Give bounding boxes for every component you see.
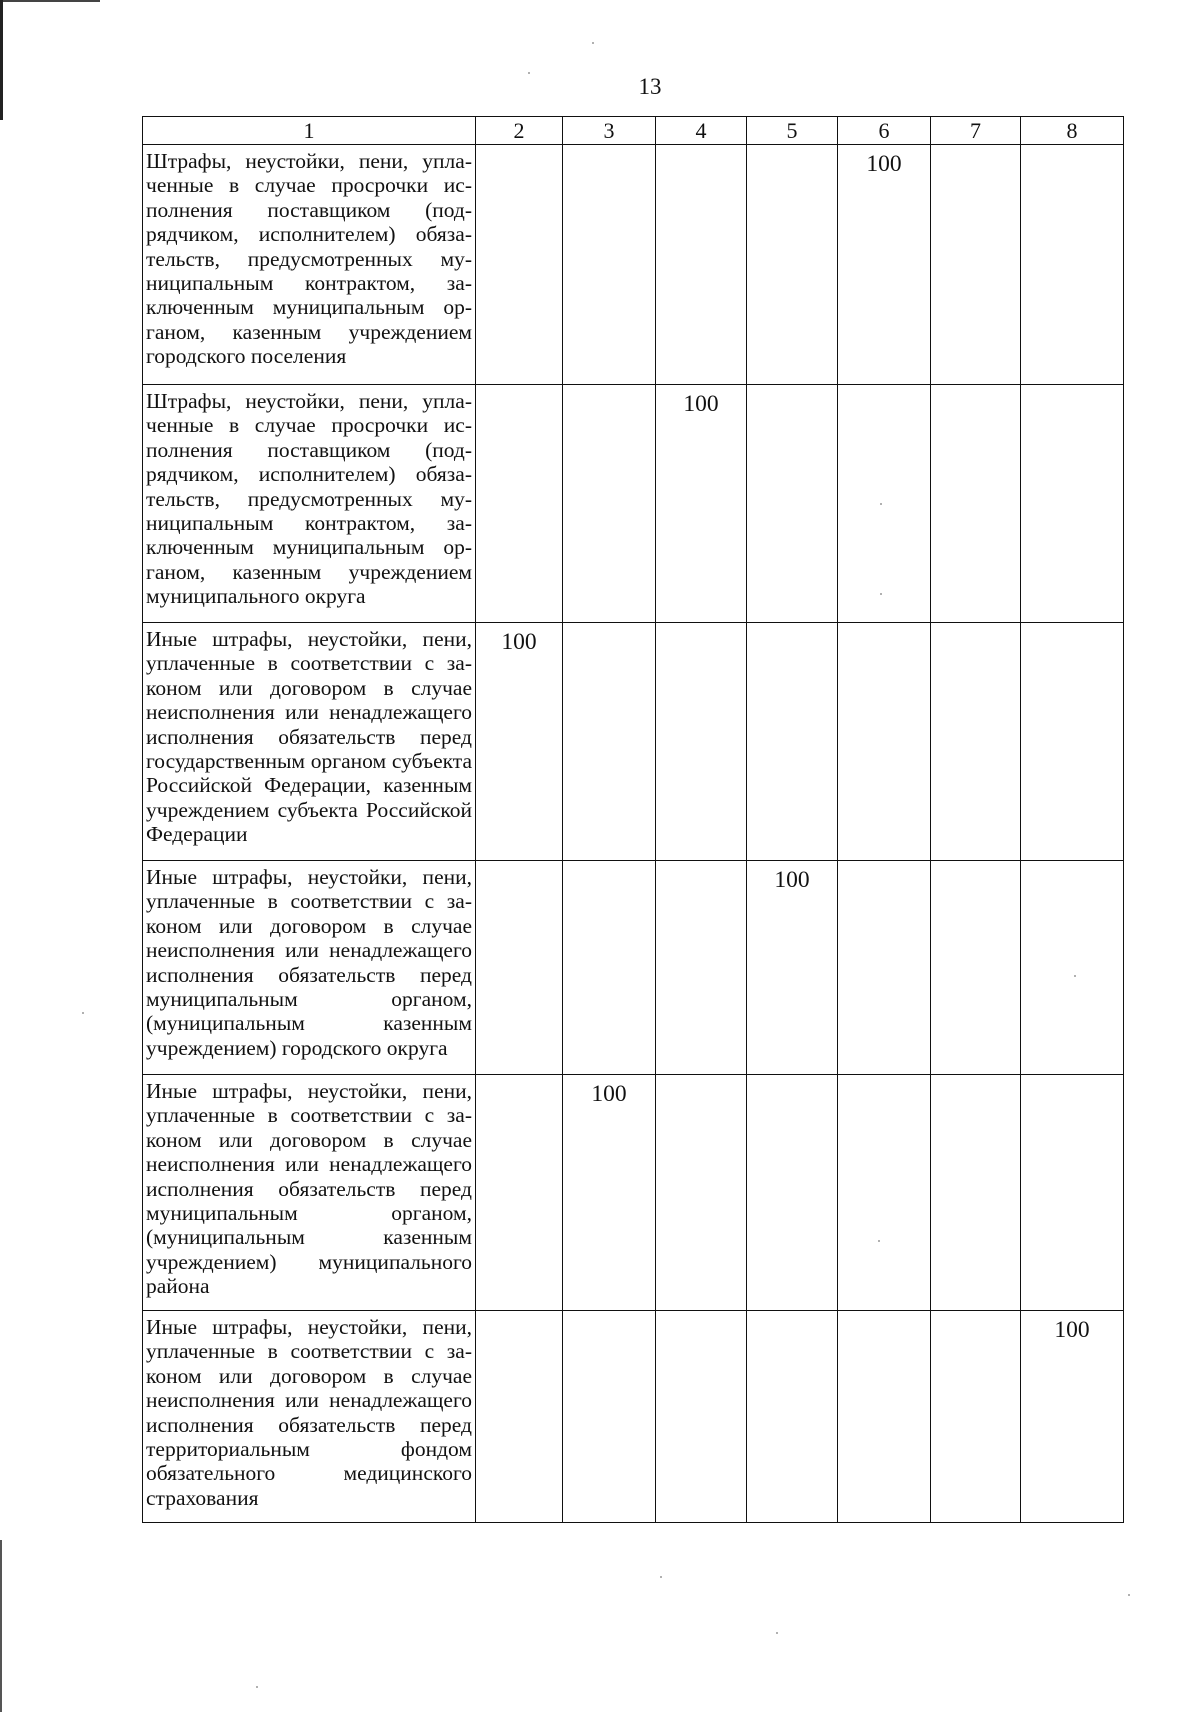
- row-value-col-5: [747, 1075, 838, 1311]
- row-value-col-5: [747, 385, 838, 623]
- row-value-col-6: [838, 1075, 931, 1311]
- row-description: Штрафы, неустойки, пени, уплаченные в случае просрочки исполнения поставщиком (подрядчиком, исполнителем) обязательств, предусмотренных муниципальным контрактом, заключенным муниципальным органом, казенным учреждением муниципального округа: [143, 385, 476, 623]
- scan-speck: [878, 1240, 880, 1242]
- table-row: [143, 1311, 1124, 1523]
- column-header-3: 3: [563, 117, 656, 145]
- row-value-col-4: [656, 1311, 747, 1523]
- row-value-col-2: [476, 1311, 563, 1523]
- scan-edge-bottom: [0, 1540, 2, 1712]
- row-value-col-3: [563, 385, 656, 623]
- row-value-col-5: [747, 1311, 838, 1523]
- row-value-col-2: [476, 1075, 563, 1311]
- scan-speck: [592, 42, 594, 44]
- row-value-col-8: 100: [1021, 1311, 1124, 1523]
- scan-mark-top: [0, 0, 100, 2]
- row-value-col-4: [656, 623, 747, 861]
- row-value-col-4: 100: [656, 385, 747, 623]
- scan-speck: [1074, 975, 1076, 977]
- row-value-col-3: [563, 623, 656, 861]
- row-value-col-2: [476, 145, 563, 385]
- row-value-col-7: [931, 1311, 1021, 1523]
- table-row: [143, 861, 1124, 1075]
- table-row: [143, 145, 1124, 385]
- row-value-col-7: [931, 861, 1021, 1075]
- table-row: [143, 1075, 1124, 1311]
- row-value-col-8: [1021, 861, 1124, 1075]
- scan-speck: [528, 72, 530, 74]
- row-value-col-6: [838, 861, 931, 1075]
- row-value-col-2: 100: [476, 623, 563, 861]
- row-value-col-5: [747, 623, 838, 861]
- row-value-col-7: [931, 145, 1021, 385]
- row-value-col-6: [838, 623, 931, 861]
- row-value-col-8: [1021, 145, 1124, 385]
- scan-edge-top: [0, 0, 3, 120]
- column-header-8: 8: [1021, 117, 1124, 145]
- row-description: Штрафы, неустойки, пени, уплаченные в случае просрочки исполнения поставщиком (подрядчиком, исполнителем) обязательств, предусмотренных муниципальным контрактом, заключенным муниципальным органом, казенным учреждением городского поселения: [143, 145, 476, 385]
- scan-speck: [1128, 1594, 1130, 1596]
- row-value-col-3: [563, 1311, 656, 1523]
- table-header-row: [143, 117, 1124, 145]
- scan-speck: [776, 1632, 778, 1634]
- table-row: [143, 623, 1124, 861]
- row-value-col-8: [1021, 385, 1124, 623]
- column-header-4: 4: [656, 117, 747, 145]
- row-value-col-3: [563, 145, 656, 385]
- row-value-col-2: [476, 385, 563, 623]
- row-value-col-3: [563, 861, 656, 1075]
- row-value-col-5: [747, 145, 838, 385]
- column-header-5: 5: [747, 117, 838, 145]
- row-description: Иные штрафы, неустойки, пени, уплаченные в соответствии с законом или договором в случае неисполнения или ненадлежащего исполнения обязательств перед муниципальным органом, (муниципальным казенным учреждением) городского округа: [143, 861, 476, 1075]
- row-value-col-2: [476, 861, 563, 1075]
- row-value-col-7: [931, 623, 1021, 861]
- row-value-col-3: 100: [563, 1075, 656, 1311]
- column-header-1: 1: [143, 117, 476, 145]
- scan-speck: [256, 1686, 258, 1688]
- row-value-col-4: [656, 1075, 747, 1311]
- row-value-col-6: [838, 385, 931, 623]
- scan-speck: [880, 593, 882, 595]
- column-header-2: 2: [476, 117, 563, 145]
- page-number: 13: [638, 74, 662, 99]
- row-value-col-6: [838, 1311, 931, 1523]
- row-value-col-6: 100: [838, 145, 931, 385]
- table-row: [143, 385, 1124, 623]
- row-description: Иные штрафы, неустойки, пени, уплаченные в соответствии с законом или договором в случае неисполнения или ненадлежащего исполнения обязательств перед муниципальным органом, (муниципальным казенным учреждением) муниципального района: [143, 1075, 476, 1311]
- scan-speck: [880, 503, 882, 505]
- row-value-col-7: [931, 385, 1021, 623]
- income-distribution-table: [142, 116, 1124, 1523]
- row-value-col-8: [1021, 1075, 1124, 1311]
- column-header-7: 7: [931, 117, 1021, 145]
- scan-speck: [82, 1012, 84, 1014]
- scan-speck: [660, 1576, 662, 1578]
- row-description: Иные штрафы, неустойки, пени, уплаченные в соответствии с законом или договором в случае неисполнения или ненадлежащего исполнения обязательств перед территориальным фондом обязательного медицинского страхования: [143, 1311, 476, 1523]
- row-value-col-4: [656, 861, 747, 1075]
- row-description: Иные штрафы, неустойки, пени, уплаченные в соответствии с законом или договором в случае неисполнения или ненадлежащего исполнения обязательств перед государственным органом субъекта Российской Федерации, казенным учреждением субъекта Российской Федерации: [143, 623, 476, 861]
- column-header-6: 6: [838, 117, 931, 145]
- row-value-col-8: [1021, 623, 1124, 861]
- row-value-col-5: 100: [747, 861, 838, 1075]
- row-value-col-4: [656, 145, 747, 385]
- row-value-col-7: [931, 1075, 1021, 1311]
